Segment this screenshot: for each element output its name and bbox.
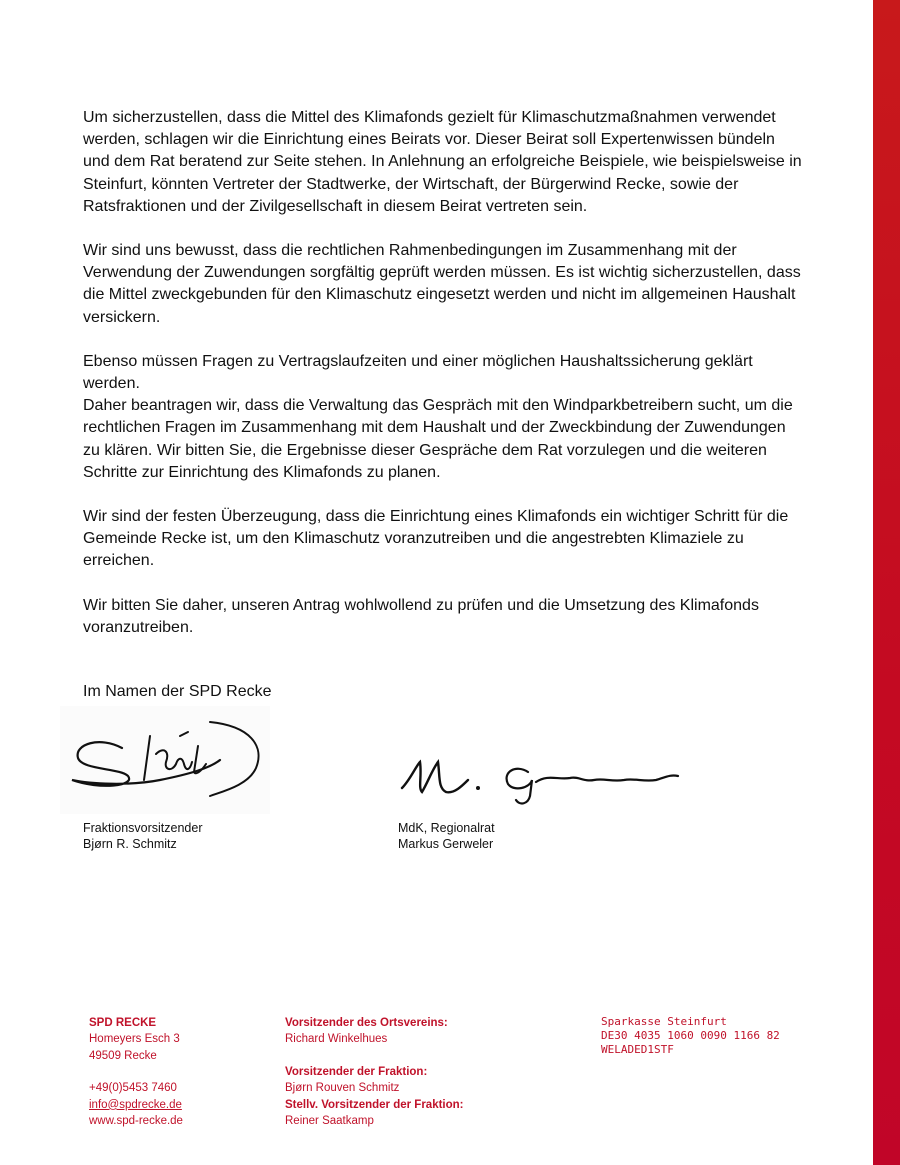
footer-bank [601, 1015, 780, 1056]
paragraph-advisory-board: Um sicherzustellen, dass die Mittel des Klimafonds gezielt für Klimaschutzmaßnahmen verwendet werden, schlagen wir die Einrichtung eines Beirats vor. Dieser Beirat soll Expertenwissen bündeln und dem Rat beratend zur Seite stehen. In Anlehnung an erfolgreiche Beispiele, wie beispielsweise in Steinfurt, könnten Vertreter der Stadtwerke, der Wirtschaft, der Bürgerwind Recke, sowie der Ratsfraktionen und der Zivilgesellschaft in diesem Beirat vertreten sein. [83, 109, 802, 215]
signer-role: MdK, Regionalrat [398, 821, 495, 835]
paragraph-request: Daher beantragen wir, dass die Verwaltung das Gespräch mit den Windparkbetreibern sucht, um die rechtlichen Fragen im Zusammenhang mit dem Haushalt und der Zweckbindung der Zuwendungen zu klären. Wir bitten Sie, die Ergebnisse dieser Gespräche dem Rat vorzulegen und die weiteren Schritte zur Einrichtung des Klimafonds zu planen. [83, 397, 793, 481]
paragraph-contract-terms: Ebenso müssen Fragen zu Vertragslaufzeiten und einer möglichen Haushaltssicherung geklärt werden. [83, 352, 753, 393]
ov-chair: Richard Winkelhues [285, 1033, 388, 1046]
iban: DE30 4035 1060 0090 1166 82 [601, 1028, 780, 1042]
org-name: SPD RECKE [89, 1017, 157, 1029]
letter-body [83, 107, 803, 639]
signer-schmitz [83, 820, 203, 852]
paragraph-conviction: Wir sind der festen Überzeugung, dass die Einrichtung eines Klimafonds ein wichtiger Schritt für die Gemeinde Recke ist, um den Klimaschutz voranzutreiben und die angestrebten Klimaziele zu erreichen. [83, 508, 789, 570]
signer-name: Bjørn R. Schmitz [83, 837, 177, 851]
fraktion-chair-label: Vorsitzender der Fraktion: [285, 1065, 428, 1078]
signer-role: Fraktionsvorsitzender [83, 821, 203, 835]
bank-name: Sparkasse Steinfurt [601, 1015, 727, 1028]
bic: WELADED1STF [601, 1042, 674, 1056]
signer-name: Markus Gerweler [398, 837, 494, 851]
ov-chair-label: Vorsitzender des Ortsvereins: [285, 1017, 448, 1029]
fraktion-chair: Bjørn Rouven Schmitz [285, 1082, 400, 1095]
deputy: Reiner Saatkamp [285, 1115, 374, 1128]
website: www.spd-recke.de [89, 1115, 183, 1128]
signer-gerweler [398, 820, 495, 852]
phone: +49(0)5453 7460 [89, 1082, 177, 1095]
deputy-label: Stellv. Vorsitzender der Fraktion: [285, 1098, 464, 1111]
signature-gerweler [398, 752, 688, 807]
closing-line: Im Namen der SPD Recke [83, 683, 272, 700]
city: 49509 Recke [89, 1049, 157, 1062]
side-accent-bar [873, 0, 900, 1165]
footer-officers [285, 1015, 464, 1129]
paragraph-legal-framework: Wir sind uns bewusst, dass die rechtlichen Rahmenbedingungen im Zusammenhang mit der Verwendung der Zuwendungen sorgfältig geprüft werden müssen. Es ist wichtig sicherzustellen, dass die Mittel zweckgebunden für den Klimaschutz eingesetzt werden und nicht im allgemeinen Haushalt versickern. [83, 242, 801, 326]
email-link[interactable]: info@spdrecke.de [89, 1098, 182, 1111]
street: Homeyers Esch 3 [89, 1033, 180, 1046]
footer-address [89, 1015, 183, 1129]
paragraph-appeal: Wir bitten Sie daher, unseren Antrag wohlwollend zu prüfen und die Umsetzung des Klimafonds voranzutreiben. [83, 596, 759, 636]
signature-schmitz [60, 706, 270, 814]
